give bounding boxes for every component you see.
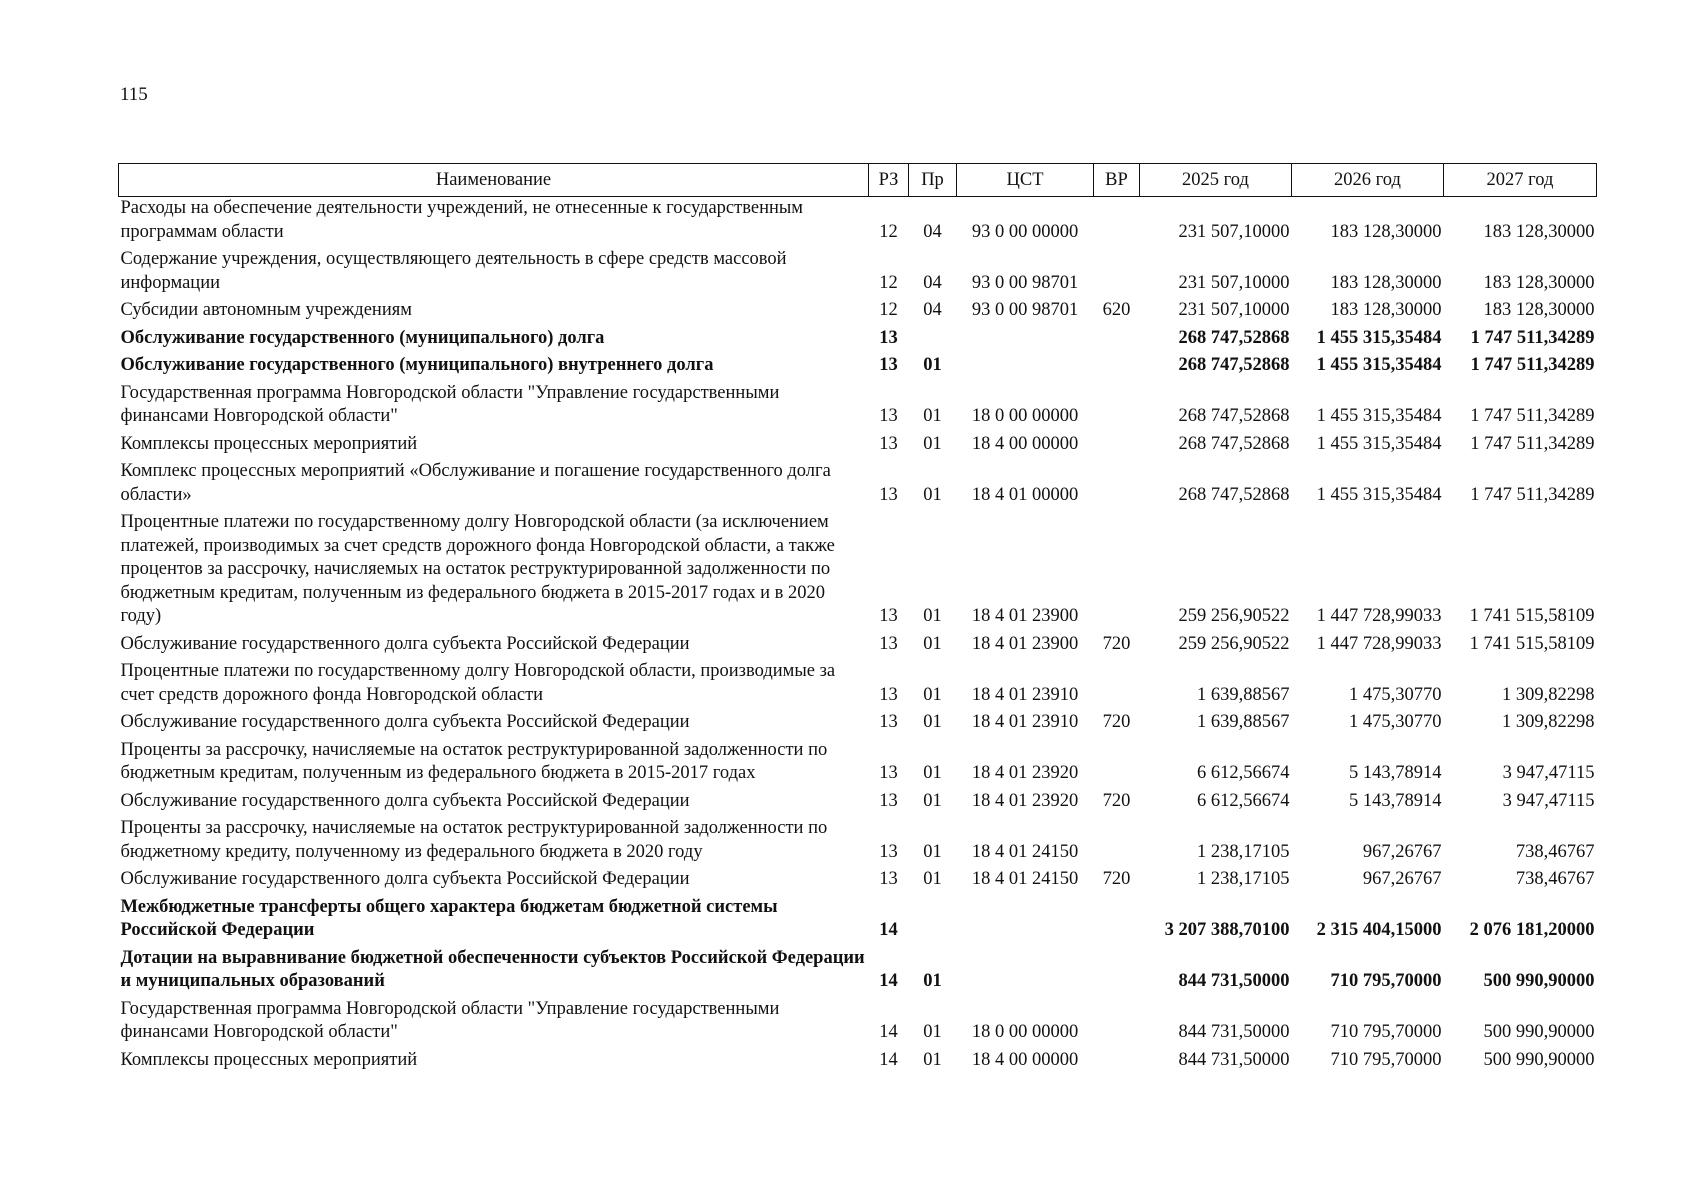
table-row [119,790,1597,818]
cell-2026: 967,26767 [1362,869,1442,889]
cell-rz: 12 [879,272,898,293]
cell-2027: 1 747 511,34289 [1470,433,1595,454]
cell-vr [1094,248,1140,299]
cell-2026: 710 795,70000 [1330,971,1442,991]
cell-rz: 13 [879,712,898,732]
cell-2025: 6 612,56674 [1197,790,1290,811]
header-pr: Пр [909,164,957,197]
cell-vr [1094,327,1140,355]
cell-2026: 1 455 315,35484 [1316,355,1442,375]
cell-2025: 231 507,10000 [1178,272,1290,293]
table-row [119,299,1597,327]
cell-2027: 183 128,30000 [1483,221,1595,242]
cell-pr: 01 [923,712,942,732]
cell-pr: 01 [923,484,942,505]
table-row [119,739,1597,790]
cell-cst: 18 4 01 24150 [971,841,1079,862]
cell-name: Комплекс процессных мероприятий «Обслуживание и погашение государственного долга области» [120,461,831,505]
cell-2026: 1 455 315,35484 [1316,484,1442,505]
header-rz: РЗ [869,164,909,197]
cell-vr [1094,197,1140,249]
cell-rz: 14 [879,920,898,940]
cell-vr [1094,998,1140,1049]
cell-pr: 01 [923,433,942,454]
cell-vr [1094,382,1140,433]
cell-cst: 18 0 00 00000 [971,406,1079,426]
cell-2025: 268 747,52868 [1178,433,1290,454]
cell-2025: 1 639,88567 [1197,712,1290,732]
cell-2025: 1 238,17105 [1197,869,1290,889]
cell-pr: 04 [923,221,942,242]
cell-vr: 620 [1102,300,1131,320]
cell-2027: 1 747 511,34289 [1470,484,1595,505]
cell-name: Обслуживание государственного долга субъекта Российской Федерации [120,790,690,811]
cell-name: Государственная программа Новгородской области "Управление государственными финансами Новгородской области" [120,998,780,1042]
cell-2027: 1 747 511,34289 [1470,406,1595,426]
cell-name: Содержание учреждения, осуществляющего деятельность в сфере средств массовой информации [120,249,787,293]
table-row [119,711,1597,739]
cell-pr: 01 [923,869,942,889]
cell-cst: 18 4 01 23910 [971,684,1079,705]
table-row [119,433,1597,461]
cell-vr [1094,433,1140,461]
cell-pr: 01 [923,606,942,626]
cell-cst: 93 0 00 00000 [971,221,1079,242]
cell-vr [1094,354,1140,382]
table-row [119,1049,1597,1077]
table-row [119,660,1597,711]
cell-cst [957,354,1094,382]
cell-cst: 93 0 00 98701 [971,272,1079,293]
cell-rz: 13 [879,869,898,889]
cell-2025: 3 207 388,70100 [1164,920,1290,940]
cell-name: Обслуживание государственного долга субъекта Российской Федерации [120,712,690,732]
cell-pr: 01 [923,633,942,654]
cell-2025: 268 747,52868 [1178,406,1290,426]
table-row [119,460,1597,511]
cell-2027: 738,46767 [1515,841,1595,862]
cell-vr: 720 [1102,790,1131,811]
cell-rz: 14 [879,1022,898,1042]
cell-2026: 183 128,30000 [1330,221,1442,242]
page-number: 115 [120,84,148,105]
cell-name: Субсидии автономным учреждениям [120,300,412,320]
cell-pr: 04 [923,300,942,320]
cell-2026: 1 455 315,35484 [1316,406,1442,426]
cell-2027: 1 747 511,34289 [1470,355,1595,375]
cell-2027: 500 990,90000 [1483,1049,1595,1070]
cell-name: Обслуживание государственного (муниципального) внутреннего долга [120,355,714,375]
cell-cst: 18 4 01 00000 [971,484,1079,505]
cell-cst: 18 4 01 23900 [971,606,1079,626]
cell-pr: 01 [923,406,942,426]
cell-name: Комплексы процессных мероприятий [120,433,418,454]
cell-2026: 2 315 404,15000 [1316,920,1442,940]
cell-2026: 5 143,78914 [1349,763,1442,783]
cell-2027: 1 741 515,58109 [1469,606,1595,626]
cell-rz: 13 [879,790,898,811]
cell-2027: 3 947,47115 [1502,790,1595,811]
table-row [119,354,1597,382]
cell-2025: 844 731,50000 [1178,1049,1290,1070]
table-header [119,164,1597,197]
cell-vr: 720 [1102,869,1131,889]
cell-rz: 13 [879,763,898,783]
cell-pr: 01 [923,1049,942,1070]
cell-vr [1094,660,1140,711]
cell-rz: 12 [879,300,898,320]
cell-vr [1094,817,1140,868]
table-row [119,382,1597,433]
table-row [119,197,1597,249]
cell-name: Межбюджетные трансферты общего характера бюджетам бюджетной системы Российской Федерации [120,896,778,940]
cell-2027: 500 990,90000 [1483,1022,1595,1042]
cell-2026: 710 795,70000 [1330,1049,1442,1070]
cell-rz: 13 [879,327,898,348]
cell-cst: 18 4 01 23900 [971,633,1079,654]
cell-name: Обслуживание государственного долга субъекта Российской Федерации [120,633,690,654]
cell-name: Государственная программа Новгородской области "Управление государственными финансами Новгородской области" [120,382,780,426]
cell-2026: 1 475,30770 [1349,712,1442,732]
cell-2025: 6 612,56674 [1197,763,1290,783]
table-body [119,197,1597,1077]
cell-cst [957,896,1094,947]
cell-cst: 93 0 00 98701 [971,300,1079,320]
cell-2026: 967,26767 [1362,841,1442,862]
cell-rz: 14 [879,1049,898,1070]
cell-vr [1094,511,1140,633]
cell-cst: 18 4 01 24150 [971,869,1079,889]
cell-cst: 18 4 00 00000 [971,1049,1079,1070]
cell-vr [1094,896,1140,947]
cell-rz: 13 [879,406,898,426]
cell-2025: 259 256,90522 [1178,633,1290,654]
cell-cst [957,947,1094,998]
cell-cst: 18 4 01 23920 [971,763,1079,783]
cell-name: Проценты за рассрочку, начисляемые на остаток реструктурированной задолженности по бюджетным кредитам, полученным из федерального бюджета в 2015-2017 годах [120,739,828,783]
cell-2026: 5 143,78914 [1349,790,1442,811]
cell-2025: 231 507,10000 [1178,221,1290,242]
cell-rz: 13 [879,841,898,862]
header-row [119,164,1597,197]
cell-rz: 13 [879,684,898,705]
cell-2026: 183 128,30000 [1330,272,1442,293]
cell-vr [1094,460,1140,511]
table-row [119,896,1597,947]
header-2026: 2026 год [1292,164,1444,197]
cell-pr: 01 [923,684,942,705]
cell-name: Процентные платежи по государственному долгу Новгородской области (за исключением платежей, производимых за счет средств дорожного фонда Новгородской области, а также процентов за рассрочку, начисляемых на остаток реструктурированной задолженности по бюджетным кредитам, полученным из федерального бюджета в 2015-2017 годах и в 2020 году) [120,512,835,626]
cell-2027: 1 309,82298 [1502,712,1595,732]
cell-cst: 18 4 01 23920 [971,790,1079,811]
cell-rz: 13 [879,606,898,626]
table-row [119,511,1597,633]
cell-2027: 2 076 181,20000 [1469,920,1595,940]
cell-2026: 1 475,30770 [1349,684,1442,705]
cell-rz: 13 [879,433,898,454]
cell-2026: 1 455 315,35484 [1316,433,1442,454]
cell-vr [1094,1049,1140,1077]
cell-2026: 183 128,30000 [1330,300,1442,320]
header-name: Наименование [119,164,869,197]
cell-rz: 14 [879,971,898,991]
cell-2025: 259 256,90522 [1178,606,1290,626]
cell-2027: 183 128,30000 [1483,300,1595,320]
cell-2027: 183 128,30000 [1483,272,1595,293]
cell-2025: 268 747,52868 [1178,355,1290,375]
cell-rz: 13 [879,484,898,505]
cell-2027: 1 309,82298 [1502,684,1595,705]
cell-cst: 18 0 00 00000 [971,1022,1079,1042]
table-row [119,248,1597,299]
header-2027: 2027 год [1444,164,1597,197]
table-row [119,817,1597,868]
cell-cst [957,327,1094,355]
cell-pr [909,327,957,355]
cell-2025: 1 238,17105 [1197,841,1290,862]
cell-name: Комплексы процессных мероприятий [120,1049,418,1070]
cell-2026: 1 447 728,99033 [1316,606,1442,626]
cell-2027: 1 741 515,58109 [1469,633,1595,654]
table-row [119,327,1597,355]
cell-name: Обслуживание государственного (муниципального) долга [120,327,605,348]
cell-pr: 01 [923,355,942,375]
cell-vr [1094,947,1140,998]
table-row [119,868,1597,896]
cell-2025: 268 747,52868 [1178,484,1290,505]
cell-2025: 268 747,52868 [1178,327,1290,348]
cell-rz: 13 [879,633,898,654]
table-row [119,947,1597,998]
cell-pr: 01 [923,971,942,991]
cell-2026: 1 455 315,35484 [1316,327,1442,348]
cell-2027: 738,46767 [1515,869,1595,889]
cell-pr: 01 [923,841,942,862]
cell-rz: 13 [879,355,898,375]
cell-vr [1094,739,1140,790]
cell-2025: 1 639,88567 [1197,684,1290,705]
cell-pr: 01 [923,1022,942,1042]
cell-name: Дотации на выравнивание бюджетной обеспеченности субъектов Российской Федерации и муниципальных образований [120,947,865,991]
cell-name: Процентные платежи по государственному долгу Новгородской области, производимые за счет средств дорожного фонда Новгородской области [120,661,836,705]
cell-pr: 01 [923,763,942,783]
cell-2026: 1 447 728,99033 [1316,633,1442,654]
cell-cst: 18 4 01 23910 [971,712,1079,732]
budget-table [118,163,1597,1076]
cell-pr [909,896,957,947]
header-2025: 2025 год [1140,164,1292,197]
cell-cst: 18 4 00 00000 [971,433,1079,454]
cell-2025: 844 731,50000 [1178,1022,1290,1042]
cell-name: Расходы на обеспечение деятельности учреждений, не отнесенные к государственным программам области [120,198,804,242]
header-cst: ЦСТ [957,164,1094,197]
cell-2026: 710 795,70000 [1330,1022,1442,1042]
cell-rz: 12 [879,221,898,242]
table-row [119,998,1597,1049]
cell-2027: 500 990,90000 [1483,971,1595,991]
header-vr: ВР [1094,164,1140,197]
cell-name: Обслуживание государственного долга субъекта Российской Федерации [120,869,690,889]
cell-pr: 04 [923,272,942,293]
cell-vr: 720 [1102,633,1131,654]
cell-2025: 231 507,10000 [1178,300,1290,320]
cell-2025: 844 731,50000 [1178,971,1290,991]
table-row [119,633,1597,661]
cell-pr: 01 [923,790,942,811]
cell-vr: 720 [1102,712,1131,732]
cell-2027: 3 947,47115 [1502,763,1595,783]
cell-name: Проценты за рассрочку, начисляемые на остаток реструктурированной задолженности по бюджетному кредиту, полученному из федерального бюджета в 2020 году [120,818,828,862]
cell-2027: 1 747 511,34289 [1470,327,1595,348]
